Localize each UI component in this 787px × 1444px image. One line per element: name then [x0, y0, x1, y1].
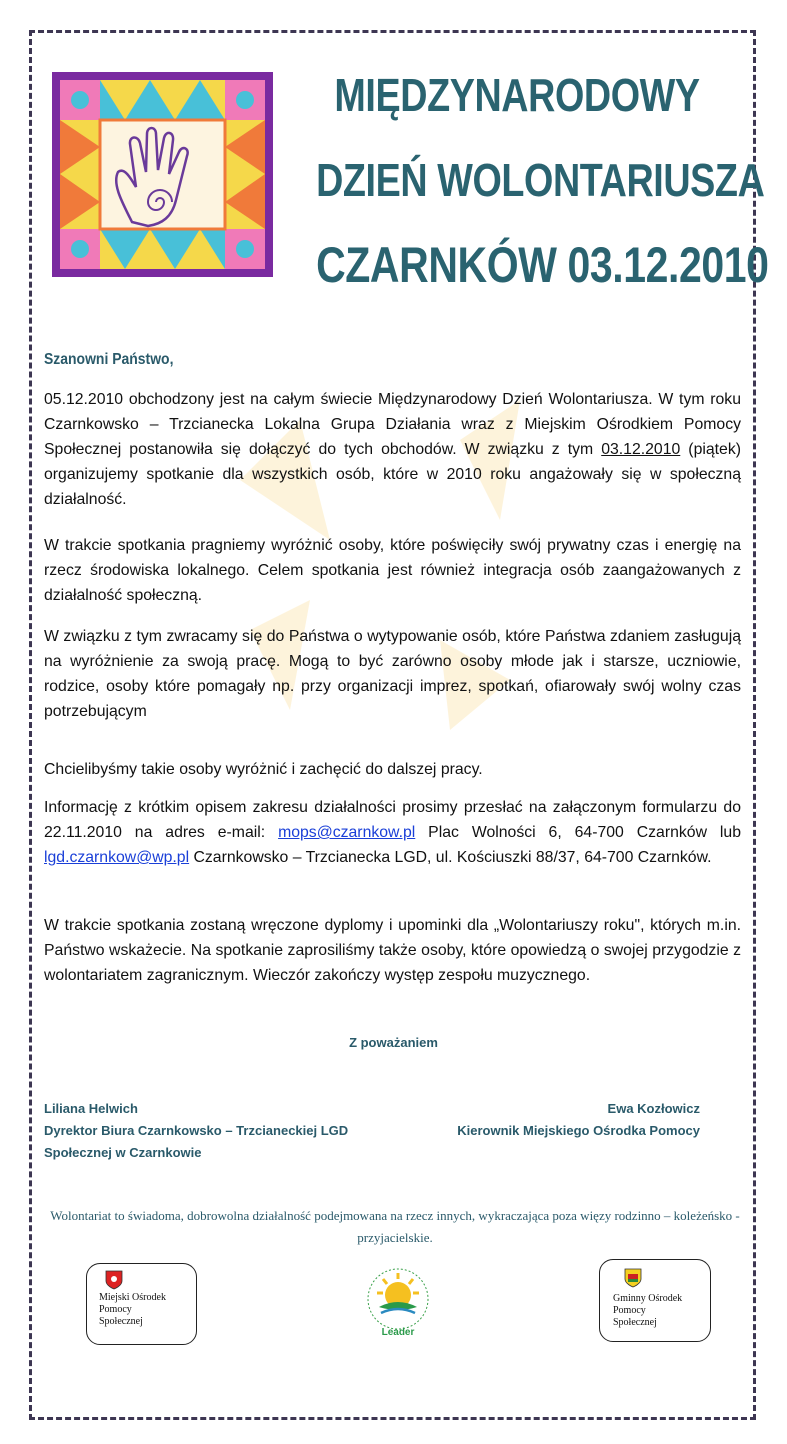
email-link-mops[interactable]: mops@czarnkow.pl	[278, 824, 416, 841]
email-link-lgd[interactable]: lgd.czarnkow@wp.pl	[44, 849, 190, 866]
closing-phrase: Z poważaniem	[349, 1035, 438, 1050]
greeting: Szanowni Państwo,	[44, 351, 174, 368]
hand-logo	[52, 72, 273, 277]
signature-right-name: Ewa Kozłowicz	[607, 1101, 700, 1116]
signature-right-role: Kierownik Miejskiego Ośrodka Pomocy	[457, 1123, 700, 1138]
paragraph-6: W trakcie spotkania zostaną wręczone dyplomy i upominki dla „Wolontariuszy roku", których m.in. Państwo wskażecie. Na spotkanie zaprosiliśmy także osoby, które opowiedzą o swojej przygodzie z wolontariatem zagranicznym. Wieczór zakończy występ zespołu muzycznego.	[44, 917, 741, 984]
paragraph-5: Informację z krótkim opisem zakresu działalności prosimy przesłać na załączonym formularzu do 22.11.2010 na adres e-mail: mops@czarnkow.pl Plac Wolności 6, 64-700 Czarnków lub lgd.czarnkow@wp.pl Czarnkowsko – Trzcianecka LGD, ul. Kościuszki 88/37, 64-700 Czarnków.	[44, 799, 741, 866]
gops-logo-box: Gminny Ośrodek Pomocy Społecznej	[599, 1259, 711, 1342]
signature-left-role: Dyrektor Biura Czarnkowsko – Trzcianeckiej LGD	[44, 1123, 349, 1138]
title-line-2: DZIEŃ WOLONTARIUSZA	[316, 154, 765, 206]
signature-right	[440, 1098, 700, 1142]
signature-left-role-2: Społecznej w Czarnkowie	[44, 1145, 202, 1160]
event-date: 03.12.2010	[601, 441, 681, 458]
crest-icon	[624, 1268, 642, 1288]
volunteering-motto: Wolontariat to świadoma, dobrowolna działalność podejmowana na rzecz innych, wykraczająca poza więzy rodzinno – koleżeńsko - przyjacielskie.	[50, 1208, 740, 1245]
crest-icon	[105, 1270, 123, 1290]
leader-label: Leader	[381, 1327, 415, 1338]
paragraph-4: Chcielibyśmy takie osoby wyróżnić i zachęcić do dalszej pracy.	[44, 761, 483, 778]
leader-logo	[355, 1263, 441, 1343]
paragraph-2: W trakcie spotkania pragniemy wyróżnić osoby, które poświęciły swój prywatny czas i energię na rzecz środowiska lokalnego. Celem spotkania jest również integracja osób zaangażowanych z działalność społeczną.	[44, 537, 741, 604]
title-line-3: CZARNKÓW 03.12.2010	[316, 237, 769, 293]
paragraph-1: 05.12.2010 obchodzony jest na całym świecie Międzynarodowy Dzień Wolontariusza. W tym roku Czarnkowsko – Trzcianecka Lokalna Grupa Działania wraz z Miejskim Ośrodkiem Pomocy Społecznej postanowiła się dołączyć do tych obchodów. W związku z tym 03.12.2010 (piątek) organizujemy spotkanie dla wszystkich osób, które w 2010 roku angażowały się w społeczną działalność.	[44, 391, 741, 508]
paragraph-3: W związku z tym zwracamy się do Państwa o wytypowanie osób, które Państwa zdaniem zasługują na wyróżnienie za swoją pracę. Mogą to być zarówno osoby młode jak i starsze, uczniowie, rodzice, osoby które pomagały np. przy organizacji imprez, spotkań, ofiarowały swój wolny czas potrzebującym	[44, 628, 741, 720]
signature-left-name: Liliana Helwich	[44, 1101, 138, 1116]
mops-logo-box: Miejski Ośrodek Pomocy Społecznej	[86, 1263, 197, 1345]
signature-left	[44, 1098, 348, 1164]
title-line-1: MIĘDZYNARODOWY	[334, 69, 700, 121]
